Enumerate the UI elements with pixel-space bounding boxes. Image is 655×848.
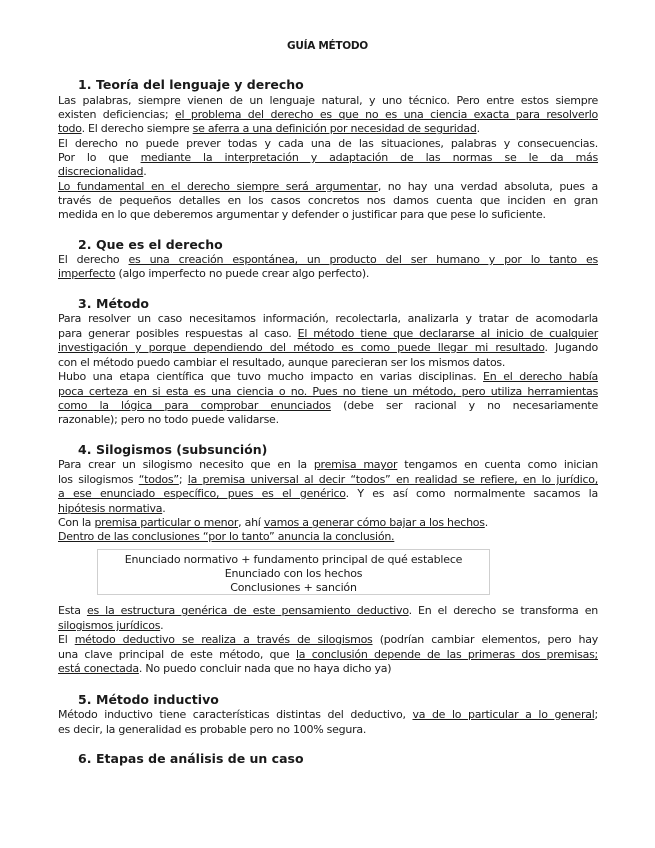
box-line: Enunciado con los hechos	[224, 567, 363, 580]
text-line: es decir, la generalidad es probable pero no 100% segura.	[58, 723, 367, 736]
text-line: Dentro de las conclusiones “por lo tanto” anuncia la conclusión.	[58, 530, 395, 543]
text-line: Lo fundamental en el derecho siempre será argumentar, no hay una verdad absoluta, pues a	[58, 180, 598, 193]
text-line: los silogismos “todos”; la premisa universal al decir “todos” en realidad se refiere, en lo jurídico,	[58, 473, 599, 486]
text-line: hipótesis normativa.	[58, 502, 166, 515]
text-line: Por lo que mediante la interpretación y adaptación de las normas se le da más	[58, 151, 599, 164]
text-line: como la lógica para comprobar enunciados (debe ser racional y no necesariamente	[58, 399, 598, 412]
text-line: investigación y porque dependiendo del método es como puede llegar mi resultado. Jugando	[58, 341, 598, 354]
text-line: con el método puedo cambiar el resultado, aunque parecieran ser los mismos datos.	[58, 356, 506, 369]
text-line: discrecionalidad.	[58, 165, 147, 178]
section-heading-4: 4. Silogismos (subsunción)	[78, 442, 268, 457]
text-line: Esta es la estructura genérica de este pensamiento deductivo. En el derecho se transforma en	[58, 604, 598, 617]
text-line: través de pequeños detalles en los casos concretos nos damos cuenta que inciden en gran	[58, 194, 598, 207]
box-line: Enunciado normativo + fundamento principal de qué establece	[124, 553, 463, 566]
section-heading-1: 1. Teoría del lenguaje y derecho	[78, 77, 304, 92]
text-line: imperfecto (algo imperfecto no puede crear algo perfecto).	[58, 267, 370, 280]
text-line: Las palabras, siempre vienen de un lenguaje natural, y uno técnico. Pero entre estos siempre	[58, 94, 598, 107]
document-title: GUÍA MÉTODO	[287, 40, 368, 52]
text-line: Para crear un silogismo necesito que en la premisa mayor tengamos en cuenta como inician	[58, 458, 598, 471]
section-heading-5: 5. Método inductivo	[78, 692, 219, 707]
text-line: todo. El derecho siempre se aferra a una definición por necesidad de seguridad.	[58, 122, 480, 135]
text-line: a ese enunciado específico, pues es el genérico. Y es así como normalmente sacamos la	[58, 487, 598, 500]
box-line: Conclusiones + sanción	[230, 581, 357, 594]
text-line: Para resolver un caso necesitamos información, recolectarla, analizarla y tratar de acomodarla	[58, 312, 598, 325]
syllogism-structure-box	[97, 549, 490, 595]
text-line: Hubo una etapa científica que tuvo mucho impacto en varias disciplinas. En el derecho había	[58, 370, 599, 383]
text-line: silogismos jurídicos.	[58, 619, 164, 632]
text-line: poca certeza en si esta es una ciencia o no. Pues no tiene un método, pero utiliza herramientas	[58, 385, 598, 398]
text-line: El derecho no puede prever todas y cada una de las situaciones, palabras y consecuencias.	[58, 137, 598, 150]
section-heading-2: 2. Que es el derecho	[78, 237, 223, 252]
section-heading-6: 6. Etapas de análisis de un caso	[78, 751, 304, 766]
section-heading-3: 3. Método	[78, 296, 150, 311]
text-line: El derecho es una creación espontánea, un producto del ser humano y por lo tanto es	[58, 253, 598, 266]
text-line: existen deficiencias; el problema del derecho es que no es una ciencia exacta para resolverlo	[58, 108, 598, 121]
text-line: El método deductivo se realiza a través de silogismos (podrían cambiar elementos, pero hay	[58, 633, 598, 646]
text-line: Método inductivo tiene características distintas del deductivo, va de lo particular a lo general;	[58, 708, 598, 721]
text-line: medida en lo que deberemos argumentar y defender o justificar para que pese lo suficiente.	[58, 208, 546, 221]
text-line: Con la premisa particular o menor, ahí vamos a generar cómo bajar a los hechos.	[58, 516, 489, 529]
text-line: está conectada. No puedo concluir nada que no haya dicho ya)	[58, 662, 392, 675]
text-line: para generar posibles respuestas al caso. El método tiene que declararse al inicio de cualquier	[58, 327, 598, 340]
text-line: una clave principal de este método, que la conclusión depende de las primeras dos premisas;	[58, 648, 599, 661]
text-line: razonable); pero no todo puede validarse.	[58, 413, 279, 426]
